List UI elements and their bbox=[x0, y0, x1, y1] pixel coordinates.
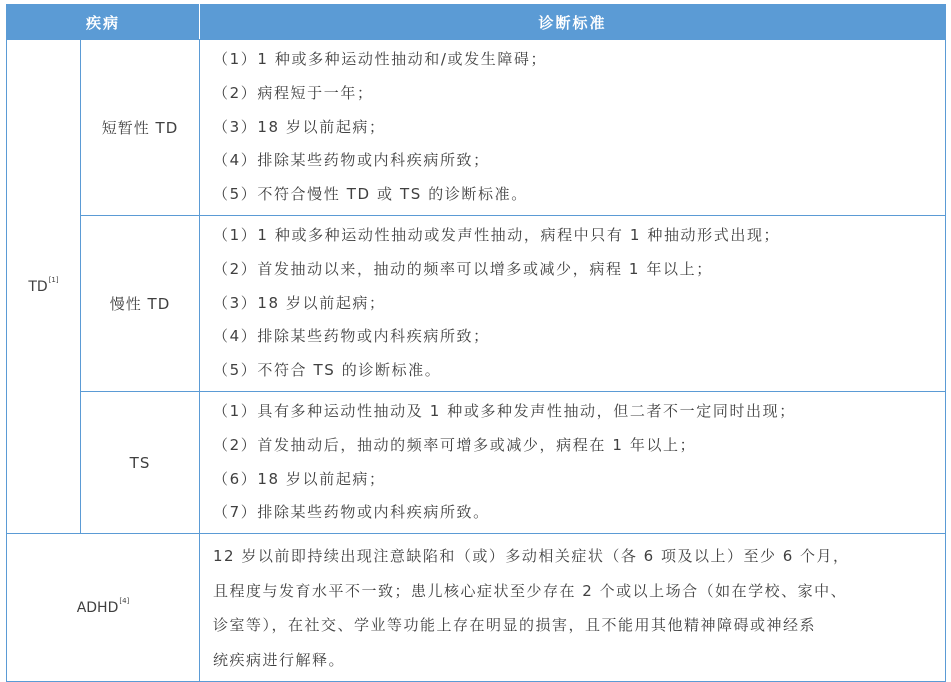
diagnostic-criteria-table bbox=[6, 4, 946, 682]
header-disease: 疾病 bbox=[7, 5, 200, 40]
table-row bbox=[7, 215, 946, 391]
criterion-line: 且程度与发育水平不一致；患儿核心症状至少存在 2 个或以上场合（如在学校、家中、 bbox=[213, 581, 848, 600]
disease-td-label: TD bbox=[28, 278, 48, 295]
criterion-item: （4）排除某些药物或内科疾病所致； bbox=[213, 151, 490, 170]
criterion-item: （1）1 种或多种运动性抽动和/或发生障碍； bbox=[213, 50, 548, 68]
criterion-line: 统疾病进行解释。 bbox=[213, 650, 346, 669]
criterion-item: （6）18 岁以前起病； bbox=[213, 469, 386, 488]
criterion-item: （2）首发抽动以来，抽动的频率可以增多或减少，病程 1 年以上； bbox=[213, 259, 713, 278]
criterion-item: （2）病程短于一年； bbox=[213, 83, 374, 102]
table-row bbox=[7, 40, 946, 216]
subtype-chronic-td: 慢性 TD bbox=[81, 215, 200, 391]
table-header-row bbox=[7, 5, 946, 40]
criterion-item: （4）排除某些药物或内科疾病所致； bbox=[213, 327, 490, 346]
criterion-item: （5）不符合 TS 的诊断标准。 bbox=[213, 361, 442, 380]
criterion-item: （3）18 岁以前起病； bbox=[213, 117, 386, 136]
criterion-line: 12 岁以前即持续出现注意缺陷和（或）多动相关症状（各 6 项及以上）至少 6 个月， bbox=[213, 547, 850, 566]
criterion-item: （5）不符合慢性 TD 或 TS 的诊断标准。 bbox=[213, 185, 528, 204]
table-row bbox=[7, 534, 946, 682]
subtype-transient-td: 短暂性 TD bbox=[81, 40, 200, 216]
disease-adhd-ref: [4] bbox=[119, 596, 130, 605]
subtype-ts: TS bbox=[81, 391, 200, 533]
criteria-ts bbox=[200, 391, 946, 533]
disease-adhd-label: ADHD bbox=[76, 599, 119, 616]
criterion-item: （2）首发抽动后，抽动的频率可增多或减少，病程在 1 年以上； bbox=[213, 435, 697, 454]
criterion-item: （3）18 岁以前起病； bbox=[213, 293, 386, 312]
table-row bbox=[7, 391, 946, 533]
disease-adhd-cell bbox=[7, 534, 200, 682]
criteria-chronic-td bbox=[200, 215, 946, 391]
disease-td-ref: [1] bbox=[48, 275, 59, 284]
criterion-item: （1）1 种或多种运动性抽动或发声性抽动，病程中只有 1 种抽动形式出现； bbox=[213, 225, 781, 244]
criteria-transient-td bbox=[200, 40, 946, 216]
criterion-item: （1）具有多种运动性抽动及 1 种或多种发声性抽动，但二者不一定同时出现； bbox=[213, 401, 796, 420]
header-criteria: 诊断标准 bbox=[200, 5, 946, 40]
criterion-line: 诊室等），在社交、学业等功能上存在明显的损害，且不能用其他精神障碍或神经系 bbox=[213, 616, 817, 635]
criteria-adhd bbox=[200, 534, 946, 682]
criterion-item: （7）排除某些药物或内科疾病所致。 bbox=[213, 503, 490, 522]
disease-td-cell bbox=[7, 40, 81, 534]
